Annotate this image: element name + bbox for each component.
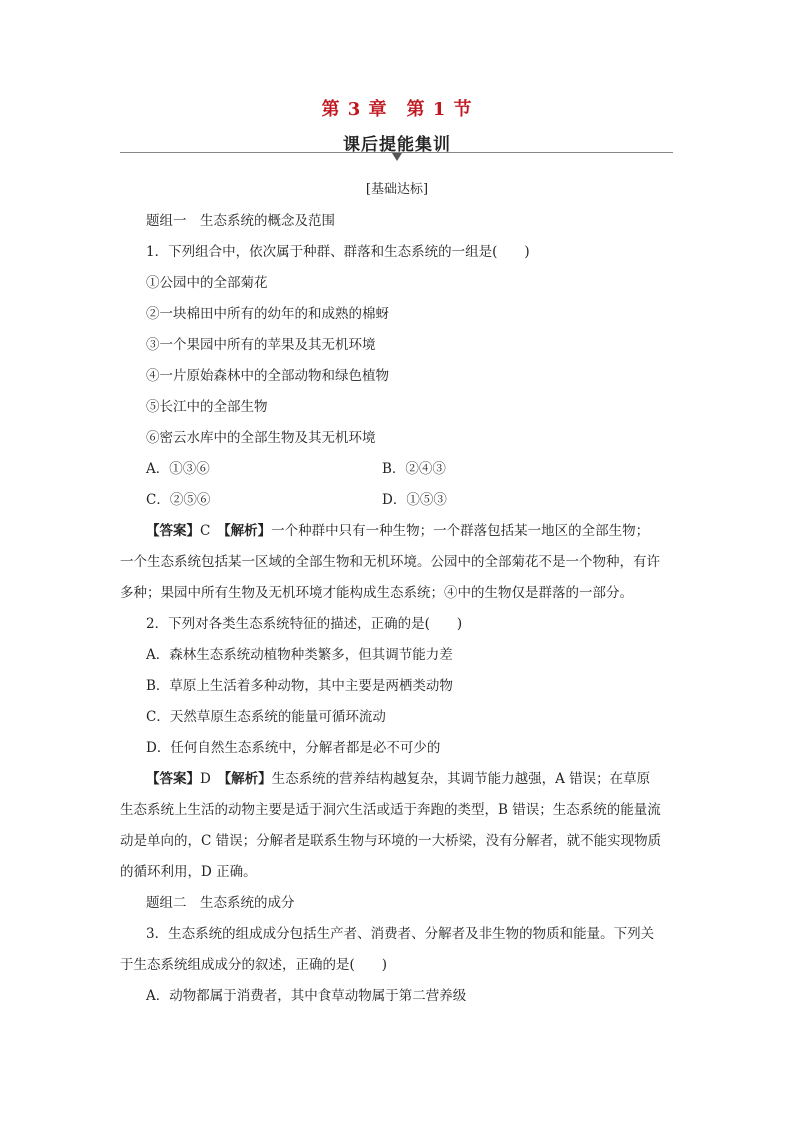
answer-block bbox=[120, 516, 680, 609]
question-stem: 1．下列组合中，依次属于种群、群落和生态系统的一组是( ) bbox=[146, 244, 530, 260]
option-a: A．①③⑥ bbox=[146, 461, 210, 477]
analysis-text: 生态系统的营养结构越复杂，其调节能力越强，A 错误；在草原 bbox=[271, 771, 651, 787]
option-a: A．森林生态系统动植物种类繁多，但其调节能力差 bbox=[146, 647, 453, 663]
analysis-text: 多种；果园中所有生物及无机环境才能构成生态系统；④中的生物仅是群落的一部分。 bbox=[120, 585, 633, 601]
group-title: 题组一 生态系统的概念及范围 bbox=[146, 213, 335, 229]
question-item: ①公园中的全部菊花 bbox=[146, 275, 268, 291]
question-stem: 3．生态系统的组成成分包括生产者、消费者、分解者及非生物的物质和能量。下列关 bbox=[146, 926, 655, 942]
question-item: ②一块棉田中所有的幼年的和成熟的棉蚜 bbox=[146, 306, 389, 322]
option-b: B．草原上生活着多种动物，其中主要是两栖类动物 bbox=[146, 678, 453, 694]
chapter-heading: 第 3 章 第 1 节 bbox=[321, 99, 473, 120]
option-d: D．①⑤③ bbox=[382, 492, 447, 508]
analysis-text: 的循环利用，D 正确。 bbox=[120, 864, 257, 880]
question-item: ⑥密云水库中的全部生物及其无机环境 bbox=[146, 430, 376, 446]
question-item: ⑤长江中的全部生物 bbox=[146, 399, 268, 415]
analysis-text: 动是单向的，C 错误；分解者是联系生物与环境的一大桥梁，没有分解者，就不能实现物质 bbox=[120, 833, 662, 849]
analysis-tag: 【解析】 bbox=[223, 523, 272, 539]
answer-value: D bbox=[200, 771, 211, 787]
analysis-text: 一个生态系统包括某一区域的全部生物和无机环境。公园中的全部菊花不是一个物种，有许 bbox=[120, 554, 660, 570]
answer-block bbox=[120, 764, 680, 888]
option-d: D．任何自然生态系统中，分解者都是必不可少的 bbox=[146, 740, 441, 756]
answer-tag: 【答案】 bbox=[146, 523, 200, 539]
analysis-text: 一个种群中只有一种生物；一个群落包括某一地区的全部生物； bbox=[271, 523, 650, 539]
option-a: A．动物都属于消费者，其中食草动物属于第二营养级 bbox=[146, 988, 467, 1004]
answer-value: C bbox=[200, 523, 211, 539]
question-stem: 于生态系统组成成分的叙述，正确的是( ) bbox=[120, 957, 388, 973]
analysis-tag: 【解析】 bbox=[224, 771, 272, 787]
option-c: C．天然草原生态系统的能量可循环流动 bbox=[146, 709, 386, 725]
section-label: [基础达标] bbox=[365, 182, 429, 197]
answer-line bbox=[120, 764, 680, 795]
exercise-content bbox=[120, 206, 680, 1012]
question-stem: 2．下列对各类生态系统特征的描述，正确的是( ) bbox=[146, 616, 463, 632]
question-item: ④一片原始森林中的全部动物和绿色植物 bbox=[146, 368, 389, 384]
option-row bbox=[120, 485, 680, 516]
group-title: 题组二 生态系统的成分 bbox=[146, 895, 295, 911]
option-b: B．②④③ bbox=[382, 461, 446, 477]
question-item: ③一个果园中所有的苹果及其无机环境 bbox=[146, 337, 376, 353]
analysis-text: 生态系统上生活的动物主要是适于洞穴生活或适于奔跑的类型，B 错误；生态系统的能量流 bbox=[120, 802, 661, 818]
page-subtitle: 课后提能集训 bbox=[343, 135, 451, 155]
option-c: C．②⑤⑥ bbox=[146, 492, 211, 508]
answer-tag: 【答案】 bbox=[146, 771, 200, 787]
triangle-down-icon bbox=[392, 153, 402, 161]
option-row bbox=[120, 454, 680, 485]
answer-line bbox=[120, 516, 680, 547]
